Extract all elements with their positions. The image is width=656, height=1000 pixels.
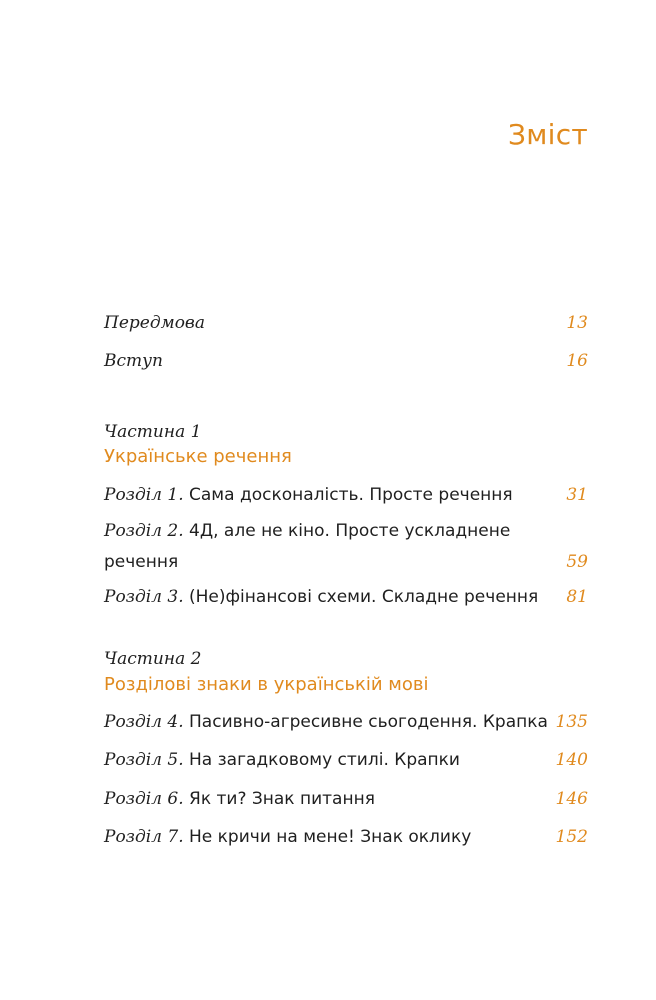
toc-entry-chapter-2[interactable] (104, 516, 588, 578)
page-number: 13 (566, 313, 588, 333)
chapter-prefix: Розділ 7. (104, 827, 184, 847)
page-number: 59 (566, 552, 588, 572)
chapter-title: Не кричи на мене! Знак оклику (189, 827, 472, 847)
toc-entry-chapter-6[interactable] (104, 788, 588, 810)
chapter-title: Сама досконалість. Просте речення (189, 485, 513, 505)
chapter-title: На загадковому стилі. Крапки (189, 750, 460, 770)
toc-entry-introduction[interactable] (104, 350, 588, 372)
chapter-prefix: Розділ 5. (104, 750, 184, 770)
page-number: 16 (566, 351, 588, 371)
chapter-prefix: Розділ 6. (104, 789, 184, 809)
page-number: 31 (566, 485, 588, 505)
chapter-title: 4Д, але не кіно. Просте ускладнене речення (104, 521, 511, 572)
page-title: Зміст (507, 118, 588, 151)
toc-entry-chapter-1[interactable] (104, 484, 588, 506)
chapter-prefix: Розділ 4. (104, 712, 184, 732)
page-number: 140 (555, 750, 588, 770)
entry-label: Передмова (104, 313, 205, 333)
toc-entry-chapter-7[interactable] (104, 826, 588, 848)
toc-entry-chapter-4[interactable] (104, 711, 588, 733)
entry-label: Вступ (104, 351, 163, 371)
chapter-title: (Не)фінансові схеми. Складне речення (189, 587, 539, 607)
toc-entry-chapter-5[interactable] (104, 749, 588, 771)
part-title[interactable]: Українське речення (104, 446, 292, 467)
part-label: Частина 1 (104, 422, 202, 442)
chapter-prefix: Розділ 1. (104, 485, 184, 505)
toc-entry-preface[interactable] (104, 312, 588, 334)
page-number: 146 (555, 789, 588, 809)
chapter-title: Як ти? Знак питання (189, 789, 375, 809)
chapter-title: Пасивно-агресивне сьогодення. Крапка (189, 712, 548, 732)
page-number: 135 (555, 712, 588, 732)
part-label: Частина 2 (104, 649, 202, 669)
page-number: 152 (555, 827, 588, 847)
chapter-prefix: Розділ 2. (104, 521, 184, 541)
chapter-prefix: Розділ 3. (104, 587, 184, 607)
page-number: 81 (566, 587, 588, 607)
part-title[interactable]: Розділові знаки в українській мові (104, 674, 429, 695)
toc-entry-chapter-3[interactable] (104, 586, 588, 608)
